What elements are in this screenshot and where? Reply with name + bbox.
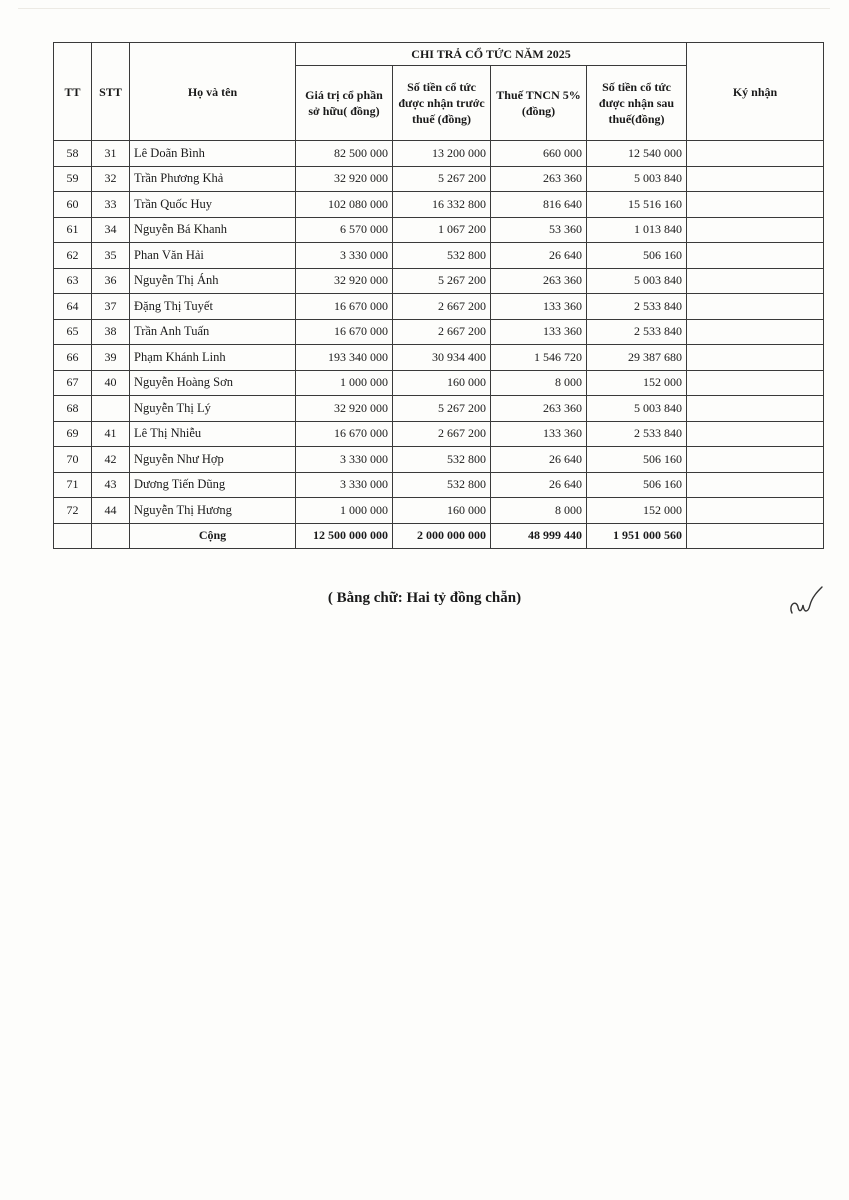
- cell-tax: 133 360: [491, 319, 587, 345]
- cell-stt: 37: [92, 294, 130, 320]
- cell-sign: [687, 421, 824, 447]
- table-row: [54, 217, 824, 243]
- cell-name: Nguyễn Thị Hương: [130, 498, 296, 524]
- cell-tax: 1 546 720: [491, 345, 587, 371]
- cell-pre-tax: 5 267 200: [393, 268, 491, 294]
- cell-name: Phạm Khánh Linh: [130, 345, 296, 371]
- cell-stt: 31: [92, 141, 130, 167]
- cell-stt: 36: [92, 268, 130, 294]
- cell-share-value: 3 330 000: [296, 243, 393, 269]
- cell-tax: 263 360: [491, 166, 587, 192]
- cell-tt: 62: [54, 243, 92, 269]
- cell-tax: 263 360: [491, 268, 587, 294]
- cell-sign: [687, 472, 824, 498]
- cell-name: Lê Thị Nhiễu: [130, 421, 296, 447]
- cell-tt: 64: [54, 294, 92, 320]
- table-row: [54, 421, 824, 447]
- cell-sign: [687, 498, 824, 524]
- cell-tax: 816 640: [491, 192, 587, 218]
- cell-pre-tax: 13 200 000: [393, 141, 491, 167]
- cell-tt: 58: [54, 141, 92, 167]
- cell-name: Phan Văn Hải: [130, 243, 296, 269]
- cell-stt: 42: [92, 447, 130, 473]
- table-row: [54, 141, 824, 167]
- cell-sign: [687, 396, 824, 422]
- cell-name: Dương Tiến Dũng: [130, 472, 296, 498]
- cell-share-value: 102 080 000: [296, 192, 393, 218]
- total-empty-cell: [54, 523, 92, 548]
- cell-tt: 69: [54, 421, 92, 447]
- table-row: [54, 166, 824, 192]
- col-header-tax: Thuế TNCN 5%(đồng): [491, 66, 587, 141]
- cell-pre-tax: 532 800: [393, 447, 491, 473]
- cell-pre-tax: 1 067 200: [393, 217, 491, 243]
- cell-tax: 26 640: [491, 472, 587, 498]
- cell-pre-tax: 2 667 200: [393, 421, 491, 447]
- cell-sign: [687, 192, 824, 218]
- cell-after-tax: 152 000: [587, 498, 687, 524]
- total-label: Cộng: [130, 523, 296, 548]
- cell-stt: [92, 396, 130, 422]
- cell-name: Nguyễn Thị Lý: [130, 396, 296, 422]
- cell-tt: 63: [54, 268, 92, 294]
- cell-tax: 133 360: [491, 294, 587, 320]
- cell-share-value: 32 920 000: [296, 166, 393, 192]
- col-header-after-tax: Số tiền cổ tức được nhận sau thuế(đồng): [587, 66, 687, 141]
- table-row: [54, 498, 824, 524]
- cell-after-tax: 12 540 000: [587, 141, 687, 167]
- cell-share-value: 1 000 000: [296, 498, 393, 524]
- cell-after-tax: 506 160: [587, 447, 687, 473]
- table-row: [54, 472, 824, 498]
- cell-tax: 8 000: [491, 370, 587, 396]
- cell-tt: 70: [54, 447, 92, 473]
- col-header-pre-tax: Số tiền cổ tức được nhận trước thuế (đồng): [393, 66, 491, 141]
- cell-name: Nguyễn Thị Ánh: [130, 268, 296, 294]
- cell-share-value: 82 500 000: [296, 141, 393, 167]
- cell-name: Trần Phương Khả: [130, 166, 296, 192]
- cell-sign: [687, 166, 824, 192]
- cell-pre-tax: 2 667 200: [393, 319, 491, 345]
- cell-sign: [687, 141, 824, 167]
- cell-stt: 39: [92, 345, 130, 371]
- cell-pre-tax: 2 667 200: [393, 294, 491, 320]
- cell-share-value: 32 920 000: [296, 268, 393, 294]
- cell-name: Lê Doãn Bình: [130, 141, 296, 167]
- cell-name: Trần Anh Tuấn: [130, 319, 296, 345]
- table-row: [54, 396, 824, 422]
- cell-share-value: 193 340 000: [296, 345, 393, 371]
- col-header-sign: Ký nhận: [687, 43, 824, 141]
- cell-after-tax: 15 516 160: [587, 192, 687, 218]
- cell-share-value: 16 670 000: [296, 319, 393, 345]
- cell-tt: 65: [54, 319, 92, 345]
- table-row: [54, 294, 824, 320]
- cell-tax: 660 000: [491, 141, 587, 167]
- cell-stt: 32: [92, 166, 130, 192]
- cell-after-tax: 5 003 840: [587, 268, 687, 294]
- cell-sign: [687, 217, 824, 243]
- cell-tax: 26 640: [491, 243, 587, 269]
- cell-after-tax: 5 003 840: [587, 166, 687, 192]
- total-after-tax: 1 951 000 560: [587, 523, 687, 548]
- cell-stt: 35: [92, 243, 130, 269]
- cell-pre-tax: 16 332 800: [393, 192, 491, 218]
- cell-after-tax: 506 160: [587, 472, 687, 498]
- cell-pre-tax: 160 000: [393, 370, 491, 396]
- cell-pre-tax: 532 800: [393, 243, 491, 269]
- cell-share-value: 32 920 000: [296, 396, 393, 422]
- col-header-tt: TT: [54, 43, 92, 141]
- cell-stt: 44: [92, 498, 130, 524]
- cell-after-tax: 2 533 840: [587, 319, 687, 345]
- cell-tt: 66: [54, 345, 92, 371]
- cell-after-tax: 506 160: [587, 243, 687, 269]
- cell-stt: 41: [92, 421, 130, 447]
- table-row: [54, 192, 824, 218]
- cell-tt: 71: [54, 472, 92, 498]
- total-empty-cell: [92, 523, 130, 548]
- cell-name: Trần Quốc Huy: [130, 192, 296, 218]
- cell-after-tax: 29 387 680: [587, 345, 687, 371]
- col-header-share-value: Giá trị cổ phần sở hữu( đồng): [296, 66, 393, 141]
- cell-tt: 67: [54, 370, 92, 396]
- total-sign-cell: [687, 523, 824, 548]
- cell-pre-tax: 30 934 400: [393, 345, 491, 371]
- cell-sign: [687, 268, 824, 294]
- cell-after-tax: 2 533 840: [587, 294, 687, 320]
- table-row: [54, 243, 824, 269]
- cell-name: Nguyễn Bá Khanh: [130, 217, 296, 243]
- col-header-name: Họ và tên: [130, 43, 296, 141]
- cell-tt: 59: [54, 166, 92, 192]
- cell-pre-tax: 160 000: [393, 498, 491, 524]
- total-tax: 48 999 440: [491, 523, 587, 548]
- cell-share-value: 16 670 000: [296, 294, 393, 320]
- cell-stt: 33: [92, 192, 130, 218]
- cell-share-value: 6 570 000: [296, 217, 393, 243]
- dividend-table: [53, 42, 824, 549]
- amount-in-words: ( Bằng chữ: Hai tỷ đồng chẵn): [327, 590, 522, 606]
- cell-tax: 26 640: [491, 447, 587, 473]
- header-row-top: [54, 43, 824, 66]
- cell-share-value: 3 330 000: [296, 472, 393, 498]
- cell-tt: 68: [54, 396, 92, 422]
- total-pre-tax: 2 000 000 000: [393, 523, 491, 548]
- cell-after-tax: 5 003 840: [587, 396, 687, 422]
- cell-share-value: 1 000 000: [296, 370, 393, 396]
- cell-after-tax: 2 533 840: [587, 421, 687, 447]
- cell-tt: 61: [54, 217, 92, 243]
- cell-sign: [687, 345, 824, 371]
- cell-share-value: 16 670 000: [296, 421, 393, 447]
- cell-stt: 40: [92, 370, 130, 396]
- cell-share-value: 3 330 000: [296, 447, 393, 473]
- cell-stt: 43: [92, 472, 130, 498]
- cell-tt: 72: [54, 498, 92, 524]
- cell-pre-tax: 532 800: [393, 472, 491, 498]
- cell-stt: 34: [92, 217, 130, 243]
- cell-pre-tax: 5 267 200: [393, 166, 491, 192]
- cell-name: Nguyễn Hoàng Sơn: [130, 370, 296, 396]
- table-row: [54, 447, 824, 473]
- cell-tax: 53 360: [491, 217, 587, 243]
- table-row: [54, 370, 824, 396]
- cell-stt: 38: [92, 319, 130, 345]
- col-header-stt: STT: [92, 43, 130, 141]
- table-row: [54, 345, 824, 371]
- cell-name: Nguyễn Như Hợp: [130, 447, 296, 473]
- cell-after-tax: 1 013 840: [587, 217, 687, 243]
- cell-pre-tax: 5 267 200: [393, 396, 491, 422]
- table-body: [54, 141, 824, 524]
- cell-sign: [687, 319, 824, 345]
- cell-after-tax: 152 000: [587, 370, 687, 396]
- cell-tt: 60: [54, 192, 92, 218]
- total-row: [54, 523, 824, 548]
- signature-mark: [784, 583, 824, 623]
- cell-tax: 8 000: [491, 498, 587, 524]
- cell-tax: 263 360: [491, 396, 587, 422]
- cell-name: Đặng Thị Tuyết: [130, 294, 296, 320]
- table-row: [54, 319, 824, 345]
- total-share-value: 12 500 000 000: [296, 523, 393, 548]
- cell-sign: [687, 447, 824, 473]
- cell-sign: [687, 243, 824, 269]
- cell-sign: [687, 294, 824, 320]
- cell-tax: 133 360: [491, 421, 587, 447]
- cell-sign: [687, 370, 824, 396]
- col-group-header: CHI TRẢ CỔ TỨC NĂM 2025: [296, 43, 687, 66]
- table-row: [54, 268, 824, 294]
